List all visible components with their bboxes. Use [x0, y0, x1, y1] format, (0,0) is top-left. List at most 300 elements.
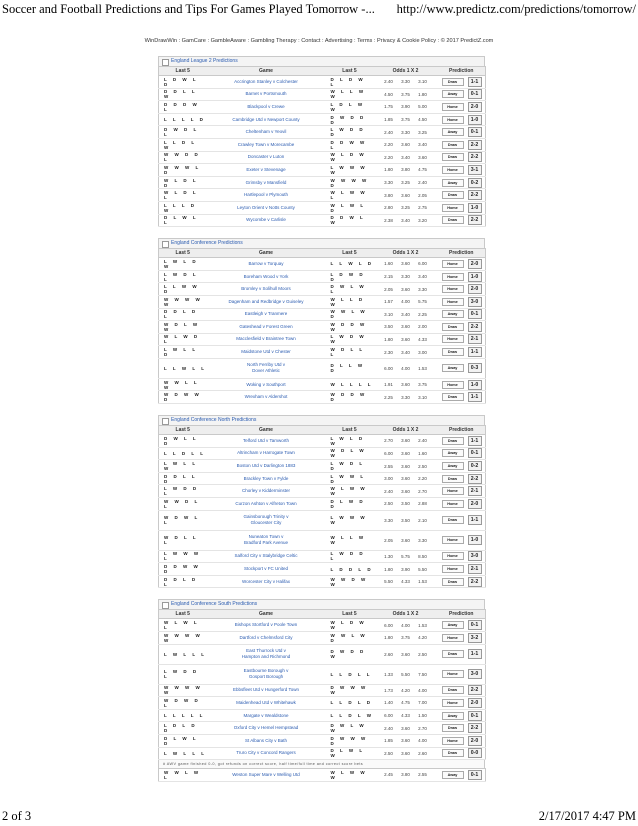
game-link[interactable]	[207, 378, 326, 391]
table-row	[159, 530, 486, 550]
prediction-result-badge: Draw	[442, 437, 464, 445]
table-row	[159, 346, 486, 359]
footer-link-separator: :	[436, 38, 441, 44]
prediction-score-badge: 2-0	[468, 284, 482, 294]
odds-cell: 1.85 3.75 4.50	[374, 113, 438, 126]
prediction-score-badge: 0-1	[468, 620, 482, 630]
game-link[interactable]	[207, 126, 326, 139]
prediction-score-badge: 3-1	[468, 165, 482, 175]
table-row	[159, 472, 486, 485]
odds-cell: 2.05 3.60 3.30	[374, 530, 438, 550]
game-link[interactable]	[207, 321, 326, 334]
away-form: L W W W W	[326, 510, 374, 530]
prediction-cell	[438, 460, 486, 473]
table-row	[159, 575, 486, 588]
prediction-score-badge: 3-0	[468, 551, 482, 561]
prediction-score-badge: 2-1	[468, 334, 482, 344]
prediction-score-badge: 1-1	[468, 436, 482, 446]
table-row	[159, 333, 486, 346]
prediction-cell	[438, 151, 486, 164]
game-link[interactable]	[207, 575, 326, 588]
game-link[interactable]	[207, 164, 326, 177]
predictions-table	[158, 609, 486, 760]
game-link[interactable]	[207, 138, 326, 151]
table-row	[159, 138, 486, 151]
prediction-score-badge: 2-0	[468, 698, 482, 708]
game-link[interactable]	[207, 88, 326, 101]
game-name-line: Telford Utd v Tamworth	[243, 437, 289, 443]
prediction-cell	[438, 447, 486, 460]
odds-cell: 1.85 3.60 4.00	[374, 734, 438, 747]
home-form: L L L D W	[159, 201, 207, 214]
home-form: L D W L D	[159, 76, 207, 89]
prediction-result-badge: Home	[442, 536, 464, 544]
table-row	[159, 485, 486, 498]
odds-cell: 2.40 3.60 2.70	[374, 722, 438, 735]
prediction-cell	[438, 498, 486, 511]
game-link[interactable]	[207, 530, 326, 550]
game-link[interactable]	[207, 435, 326, 448]
prediction-score-badge: 1-0	[468, 115, 482, 125]
game-name-line: St Albans City v Bath	[244, 737, 288, 743]
table-row	[159, 189, 486, 202]
game-name-line: Bradford Park Avenue	[244, 540, 288, 546]
prediction-cell	[438, 747, 486, 760]
prediction-score-badge: 0-1	[468, 127, 482, 137]
prediction-result-badge: Home	[442, 737, 464, 745]
game-link[interactable]	[207, 333, 326, 346]
away-form: D W L W L	[326, 283, 374, 296]
prediction-score-badge: 0-1	[468, 711, 482, 721]
game-name-line: Ebbsfleet Utd v Hungerford Town	[233, 687, 299, 693]
footer-link[interactable]: © 2017 PredictZ.com	[440, 38, 494, 44]
section-title-text: England League 2 Predictions	[171, 58, 238, 64]
home-form: L W D D L	[159, 664, 207, 684]
table-row	[159, 270, 486, 283]
odds-cell: 6.00 4.00 1.53	[374, 619, 438, 632]
table-row	[159, 563, 486, 576]
game-link[interactable]	[207, 270, 326, 283]
odds-cell: 3.30 3.25 2.40	[374, 176, 438, 189]
away-form: W L D W W	[326, 619, 374, 632]
game-name-line: Crawley Town v Morecambe	[237, 141, 295, 147]
game-name-line: Gainsborough Trinity v	[243, 514, 289, 520]
game-name-line: Wrexham v Aldershot	[244, 394, 288, 400]
last5-home-header: Last 5	[159, 610, 207, 619]
table-row	[159, 619, 486, 632]
away-form: W L L W W	[326, 88, 374, 101]
table-row	[159, 734, 486, 747]
home-form: W L W L L	[159, 619, 207, 632]
prediction-cell	[438, 214, 486, 227]
last5-away-header: Last 5	[326, 67, 374, 76]
prediction-score-badge: 2-2	[468, 152, 482, 162]
game-link[interactable]	[207, 151, 326, 164]
game-link[interactable]	[207, 632, 326, 645]
game-link[interactable]	[207, 189, 326, 202]
prediction-result-badge: Home	[442, 285, 464, 293]
prediction-score-badge: 1-0	[468, 380, 482, 390]
odds-cell: 3.50 3.60 2.00	[374, 321, 438, 334]
home-form: W W W W W	[159, 295, 207, 308]
game-link[interactable]	[207, 550, 326, 563]
game-name-line: Woking v Southport	[246, 381, 286, 387]
table-row	[159, 697, 486, 710]
prediction-result-badge: Draw	[442, 216, 464, 224]
prediction-cell	[438, 563, 486, 576]
footer-link[interactable]: Gambling Therapy	[250, 38, 297, 44]
game-link[interactable]	[207, 498, 326, 511]
table-row	[159, 295, 486, 308]
home-form: L W L L D	[159, 346, 207, 359]
odds-header: Odds 1 X 2	[374, 249, 438, 258]
print-page-number: 2 of 3	[2, 809, 32, 823]
prediction-score-badge: 1-1	[468, 77, 482, 87]
game-link[interactable]	[207, 391, 326, 404]
game-link[interactable]	[207, 684, 326, 697]
prediction-cell	[438, 295, 486, 308]
game-name-line: Wycombe v Carlisle	[246, 217, 286, 223]
game-link[interactable]	[207, 722, 326, 735]
prediction-cell	[438, 391, 486, 404]
game-name-line: North Ferriby Utd v	[246, 362, 285, 368]
prediction-cell	[438, 510, 486, 530]
prediction-cell	[438, 258, 486, 271]
prediction-score-badge: 2-2	[468, 215, 482, 225]
home-form: W D W W D	[159, 391, 207, 404]
home-form: L L L L L	[159, 709, 207, 722]
home-form: L W L D W	[159, 258, 207, 271]
prediction-result-badge: Home	[442, 103, 464, 111]
footer-link[interactable]: Contact	[301, 38, 321, 44]
home-form: D D D W L	[159, 101, 207, 114]
home-form: L L L L D	[159, 113, 207, 126]
table-row	[159, 164, 486, 177]
prediction-result-badge: Home	[442, 500, 464, 508]
home-form: L W D L L	[159, 270, 207, 283]
prediction-cell	[438, 644, 486, 664]
last5-home-header: Last 5	[159, 67, 207, 76]
game-link[interactable]	[207, 201, 326, 214]
game-link[interactable]	[207, 697, 326, 710]
footer-links-bar	[0, 38, 638, 44]
prediction-result-badge: Draw	[442, 749, 464, 757]
prediction-result-badge: Home	[442, 166, 464, 174]
game-name-line: Dartford v Chelmsford City	[239, 634, 293, 640]
print-page-title: Soccer and Football Predictions and Tips For Games Played Tomorrow -...	[2, 2, 375, 16]
prediction-cell	[438, 435, 486, 448]
game-link[interactable]	[207, 101, 326, 114]
table-row	[159, 632, 486, 645]
footer-link[interactable]: WinDrawWin	[144, 38, 177, 44]
prediction-cell	[438, 113, 486, 126]
game-link[interactable]	[207, 664, 326, 684]
game-link[interactable]	[207, 308, 326, 321]
game-link[interactable]	[207, 510, 326, 530]
print-page-url: http://www.predictz.com/predictions/tomorrow/	[396, 2, 636, 16]
home-form: D D L L W	[159, 88, 207, 101]
game-name-line: Leyton Orient v Notts County	[237, 204, 295, 210]
prediction-result-badge: Draw	[442, 153, 464, 161]
prediction-result-badge: Draw	[442, 348, 464, 356]
odds-cell: 2.25 3.30 3.10	[374, 391, 438, 404]
checkbox-icon	[162, 418, 169, 425]
away-form: D L W L W	[326, 747, 374, 760]
footer-link[interactable]: GamCare	[181, 38, 206, 44]
game-name-line: Maidenhead Utd v Whitehawk	[236, 699, 296, 705]
game-link[interactable]	[207, 295, 326, 308]
game-name-line: Curzon Ashton v Alfreton Town	[235, 500, 297, 506]
odds-cell: 1.30 5.75 8.50	[374, 550, 438, 563]
game-link[interactable]	[207, 619, 326, 632]
game-name-line: Truro City v Concord Rangers	[236, 750, 296, 756]
game-name-line: Weston Super Mare v Welling Utd	[232, 771, 300, 777]
prediction-score-badge: 2-0	[468, 736, 482, 746]
prediction-cell	[438, 88, 486, 101]
last5-away-header: Last 5	[326, 426, 374, 435]
prediction-score-badge: 1-1	[468, 649, 482, 659]
game-name-line: Gateshead v Forest Green	[239, 323, 293, 329]
prediction-score-badge: 2-0	[468, 259, 482, 269]
odds-cell: 3.80 3.60 2.05	[374, 189, 438, 202]
game-name-line: Gosport Borough	[248, 674, 284, 680]
odds-cell: 3.00 3.60 2.20	[374, 472, 438, 485]
away-form: W L L L L	[326, 378, 374, 391]
away-form: W D L W W	[326, 447, 374, 460]
home-form: W W L L W	[159, 378, 207, 391]
home-form: D L W L L	[159, 214, 207, 227]
print-datetime: 2/17/2017 4:47 PM	[538, 809, 636, 823]
prediction-score-badge: 0-0	[468, 748, 482, 758]
game-name-line: Eastleigh v Tranmere	[244, 311, 288, 317]
away-form: D W W W D	[326, 734, 374, 747]
away-form: W L W W W	[326, 485, 374, 498]
away-form: L W D W W	[326, 333, 374, 346]
table-row	[159, 684, 486, 697]
odds-cell: 1.73 4.20 4.00	[374, 684, 438, 697]
away-form: D L W D D	[326, 498, 374, 511]
prediction-result-badge: Away	[442, 90, 464, 98]
prediction-score-badge: 1-1	[468, 392, 482, 402]
table-row	[159, 664, 486, 684]
table-header-row	[159, 249, 486, 258]
away-form: D L D W L	[326, 76, 374, 89]
checkbox-icon	[162, 241, 169, 248]
table-row	[159, 498, 486, 511]
prediction-result-badge: Away	[442, 771, 464, 779]
game-link[interactable]	[207, 709, 326, 722]
table-row	[159, 308, 486, 321]
section-title	[158, 238, 485, 248]
checkbox-icon	[162, 602, 169, 609]
away-form: L W L D W	[326, 435, 374, 448]
table-row	[159, 447, 486, 460]
prediction-score-badge: 1-0	[468, 203, 482, 213]
away-form: W L L D W	[326, 295, 374, 308]
home-form: L W W W L	[159, 550, 207, 563]
odds-cell: 1.80 3.90 5.50	[374, 563, 438, 576]
prediction-result-badge: Draw	[442, 78, 464, 86]
prediction-score-badge: 0-3	[468, 363, 482, 373]
odds-cell: 3.10 3.40 2.25	[374, 308, 438, 321]
footer-link[interactable]: Terms	[357, 38, 373, 44]
away-form: W L W W L	[326, 189, 374, 202]
game-name-line: Macclesfield v Braintree Town	[236, 336, 296, 342]
game-link[interactable]	[207, 563, 326, 576]
odds-cell: 2.60 3.60 2.50	[374, 644, 438, 664]
print-header	[0, 0, 638, 20]
home-form: L L W L L	[159, 358, 207, 378]
away-form: L W D L D	[326, 460, 374, 473]
prediction-cell	[438, 769, 486, 782]
prediction-result-badge: Away	[442, 462, 464, 470]
game-name-line: Oxford City v Hemel Hempstead	[233, 725, 299, 731]
odds-cell: 6.00 4.33 1.50	[374, 709, 438, 722]
game-name-line: Maidstone Utd v Chester	[241, 349, 291, 355]
home-form: W L D L D	[159, 176, 207, 189]
away-form: L L D L L	[326, 664, 374, 684]
table-row	[159, 214, 486, 227]
game-name-line: Blackpool v Crewe	[247, 103, 285, 109]
away-form: W L D W W	[326, 151, 374, 164]
prediction-score-badge: 2-1	[468, 486, 482, 496]
game-link[interactable]	[207, 460, 326, 473]
game-name-line: Boreham Wood v York	[243, 273, 289, 279]
game-link[interactable]	[207, 214, 326, 227]
game-link[interactable]	[207, 358, 326, 378]
table-row	[159, 258, 486, 271]
prediction-cell	[438, 485, 486, 498]
odds-cell: 1.80 3.75 4.20	[374, 632, 438, 645]
table-row	[159, 435, 486, 448]
table-row	[159, 283, 486, 296]
away-form: W W L W D	[326, 632, 374, 645]
prediction-cell	[438, 201, 486, 214]
game-name-line: Hampton and Richmond	[241, 654, 291, 660]
prediction-result-badge: Away	[442, 449, 464, 457]
footer-link-separator: :	[320, 38, 325, 44]
odds-cell: 2.30 3.40 3.00	[374, 346, 438, 359]
odds-cell: 1.80 3.80 4.75	[374, 164, 438, 177]
odds-cell: 2.45 3.80 2.55	[374, 769, 438, 782]
odds-cell: 1.33 5.50 7.50	[374, 664, 438, 684]
away-form: W D D W D	[326, 391, 374, 404]
footer-link[interactable]: Advertising	[324, 38, 353, 44]
away-form: W W D W W	[326, 575, 374, 588]
game-link[interactable]	[207, 472, 326, 485]
game-link[interactable]	[207, 176, 326, 189]
game-name-line: East Thurrock Utd v	[246, 648, 286, 654]
game-name-line: Cambridge Utd v Newport County	[232, 116, 300, 122]
footer-link[interactable]: GambleAware	[210, 38, 246, 44]
game-name-line: Salford City v Stalybridge Celtic	[234, 553, 298, 559]
home-form: D D W W D	[159, 563, 207, 576]
away-form: L W D D D	[326, 126, 374, 139]
odds-cell: 2.38 3.40 3.20	[374, 214, 438, 227]
odds-cell: 1.40 4.75 7.00	[374, 697, 438, 710]
game-header: Game	[207, 67, 326, 76]
prediction-cell	[438, 697, 486, 710]
away-form: L L D L D	[326, 697, 374, 710]
home-form: W D L L L	[159, 530, 207, 550]
odds-cell: 1.75 3.90 5.00	[374, 101, 438, 114]
section-title	[158, 56, 485, 66]
footer-link[interactable]: Privacy & Cookie Policy	[376, 38, 437, 44]
home-form: L L D L L	[159, 447, 207, 460]
prediction-cell	[438, 283, 486, 296]
game-link[interactable]	[207, 447, 326, 460]
last5-home-header: Last 5	[159, 426, 207, 435]
prediction-result-badge: Home	[442, 552, 464, 560]
prediction-score-badge: 2-1	[468, 564, 482, 574]
table-row	[159, 321, 486, 334]
footnote-text: # AWV game finished 0-0, got refunds on correct score, half time/full time and correct score bets	[158, 760, 485, 768]
prediction-cell	[438, 126, 486, 139]
game-name-line: Eastbourne Borough v	[243, 668, 289, 674]
prediction-cell	[438, 164, 486, 177]
prediction-result-badge: Home	[442, 699, 464, 707]
home-form: D L W L D	[159, 734, 207, 747]
game-name-line: Dagenham and Redbridge v Guiseley	[228, 298, 304, 304]
odds-cell: 6.00 3.60 1.60	[374, 447, 438, 460]
table-row	[159, 460, 486, 473]
prediction-header: Prediction	[438, 610, 486, 619]
game-header: Game	[207, 249, 326, 258]
prediction-result-badge: Away	[442, 621, 464, 629]
home-form: L W L L W	[159, 460, 207, 473]
away-form: W L W W W	[326, 769, 374, 782]
prediction-result-badge: Home	[442, 565, 464, 573]
table-row	[159, 176, 486, 189]
table-header-row	[159, 610, 486, 619]
prediction-result-badge: Away	[442, 364, 464, 372]
game-link[interactable]	[207, 76, 326, 89]
game-name-line: Bishops Stortford v Poole Town	[234, 622, 298, 628]
game-link[interactable]	[207, 644, 326, 664]
game-link[interactable]	[207, 734, 326, 747]
away-form: L L W L D	[326, 258, 374, 271]
game-link[interactable]	[207, 747, 326, 760]
game-link[interactable]	[207, 113, 326, 126]
predictions-table	[158, 248, 486, 404]
game-link[interactable]	[207, 346, 326, 359]
game-name-line: Exeter v Stevenage	[246, 166, 286, 172]
table-header-row	[159, 426, 486, 435]
prediction-result-badge: Draw	[442, 578, 464, 586]
game-link[interactable]	[207, 485, 326, 498]
game-link[interactable]	[207, 769, 326, 782]
away-form: D L L W D	[326, 358, 374, 378]
prediction-result-badge: Draw	[442, 650, 464, 658]
away-form: L W W L D	[326, 472, 374, 485]
prediction-score-badge: 2-2	[468, 723, 482, 733]
home-form: D W D L L	[159, 126, 207, 139]
prediction-header: Prediction	[438, 249, 486, 258]
prediction-header: Prediction	[438, 67, 486, 76]
table-row	[159, 358, 486, 378]
game-link[interactable]	[207, 283, 326, 296]
prediction-result-badge: Draw	[442, 393, 464, 401]
section-title-text: England Conference Predictions	[171, 240, 243, 247]
game-name-line: Margate v Wealdstone	[243, 712, 289, 718]
away-form: L D W D D	[326, 270, 374, 283]
away-form: W W W W D	[326, 176, 374, 189]
prediction-cell	[438, 346, 486, 359]
prediction-result-badge: Draw	[442, 141, 464, 149]
game-link[interactable]	[207, 258, 326, 271]
odds-cell: 2.50 3.50 2.88	[374, 498, 438, 511]
prediction-cell	[438, 378, 486, 391]
